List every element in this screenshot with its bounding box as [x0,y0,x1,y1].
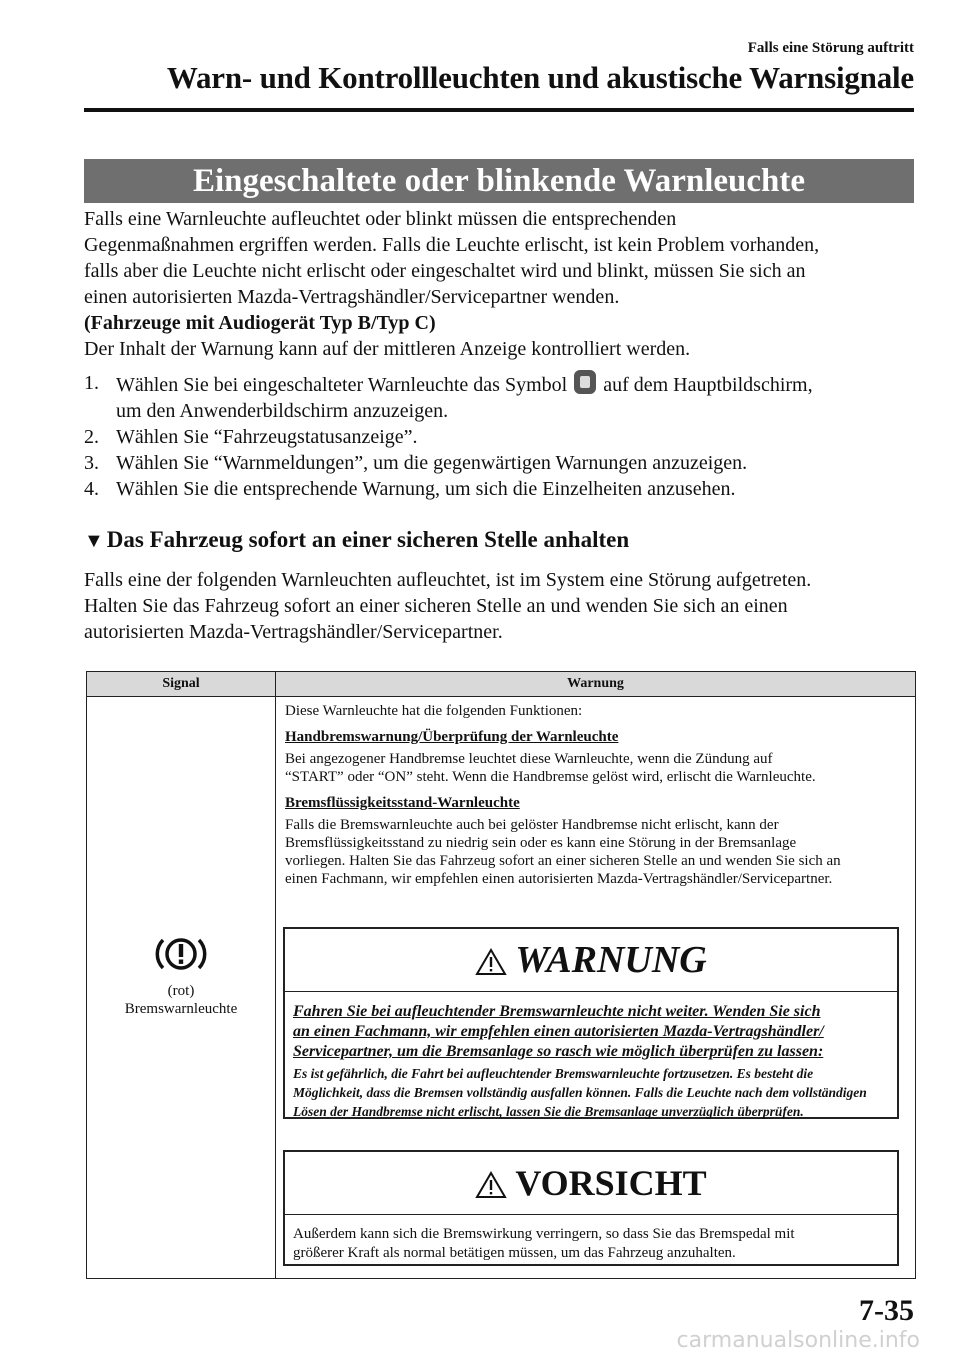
caution-title: VORSICHT [515,1163,707,1203]
watermark: carmanualsonline.info [676,1328,920,1353]
function-text: einen Fachmann, wir empfehlen einen autorisierten Mazda-Vertragshändler/Servicepartner. [285,871,833,887]
intro-line: einen autorisierten Mazda-Vertragshändler/Servicepartner wenden. [84,286,620,308]
function-text: vorliegen. Halten Sie das Fahrzeug sofort an einer sicheren Stelle an und wenden Sie sich an [285,853,841,869]
warning-detail: Lösen der Handbremse nicht erlischt, lassen Sie die Bremsanlage unverzüglich überprüfen. [293,1104,804,1119]
caution-box-header [285,1152,897,1215]
warning-box-header [285,929,897,992]
paragraph-line: autorisierten Mazda-Vertragshändler/Servicepartner. [84,621,503,643]
caution-box-body [285,1215,897,1263]
step-number: 1. [84,372,99,394]
header-rule [84,108,914,112]
intro-text [84,206,924,502]
column-header-signal: Signal [162,676,200,691]
warning-detail: Möglichkeit, dass die Bremsen vollständig ausfallen können. Falls die Leuchte nach dem vollständigen [293,1085,867,1100]
page-title: Warn- und Kontrollleuchten und akustische Warnsignale [166,60,914,95]
subheading [84,527,629,553]
intro-line: falls aber die Leuchte nicht erlischt oder eingeschaltet wird und blinkt, müssen Sie sich an [84,260,806,282]
warning-table [86,671,916,1279]
table-header [87,672,915,697]
warning-box-body [285,992,897,1121]
section-label: Falls eine Störung auftritt [747,40,914,56]
caution-triangle-icon [475,1171,507,1199]
caution-text: Außerdem kann sich die Bremswirkung verringern, so dass Sie das Bremspedal mit [293,1226,795,1242]
warning-detail: Es ist gefährlich, die Fahrt bei aufleuchtender Bremswarnleuchte fortzusetzen. Es besteht die [293,1066,814,1081]
paragraph-line: Falls eine der folgenden Warnleuchten aufleuchtet, ist im System eine Störung aufgetreten. [84,569,812,591]
signal-color: (rot) [167,983,195,999]
column-divider [275,672,276,1278]
function-text: Falls die Bremswarnleuchte auch bei gelöster Handbremse nicht erlischt, kann der [285,817,779,833]
triangle-down-icon: ▼ [84,530,104,552]
step-number: 3. [84,452,99,474]
steps-list [84,370,924,502]
warning-title: WARNUNG [515,939,707,981]
caution-box [283,1150,899,1266]
section-banner: Eingeschaltete oder blinkende Warnleuchte [84,159,914,203]
signal-name: Bremswarnleuchte [124,1001,238,1017]
column-header-warning: Warnung [567,676,624,691]
warning-cell [285,702,905,888]
warning-text: Servicepartner, um die Bremsanlage so rasch wie möglich überprüfen zu lassen: [293,1043,824,1060]
step-text: Wählen Sie bei eingeschalteter Warnleuchte das Symbol [116,374,568,396]
intro-line: Gegenmaßnahmen ergriffen werden. Falls die Leuchte erlischt, ist kein Problem vorhanden, [84,234,820,256]
brake-warning-icon [153,932,209,976]
paragraph-line: Halten Sie das Fahrzeug sofort an einer sicheren Stelle an und wenden Sie sich an einen [84,595,788,617]
warning-text: an einen Fachmann, wir empfehlen einen autorisierten Mazda-Vertragshändler/ [293,1023,824,1040]
function-heading: Bremsflüssigkeitsstand-Warnleuchte [285,795,520,811]
stop-paragraph [84,567,924,645]
step-item [84,424,924,450]
step-item [84,370,924,424]
intro-line: Falls eine Warnleuchte aufleuchtet oder blinkt müssen die entsprechenden [84,208,677,230]
step-text: Wählen Sie “Fahrzeugstatusanzeige”. [116,426,418,448]
step-item [84,476,924,502]
step-text: Wählen Sie “Warnmeldungen”, um die gegenwärtigen Warnungen anzuzeigen. [116,452,748,474]
step-text: Wählen Sie die entsprechende Warnung, um sich die Einzelheiten anzusehen. [116,478,736,500]
caution-text: größerer Kraft als normal betätigen müssen, um das Fahrzeug anzuhalten. [293,1245,736,1261]
function-text: “START” oder “ON” steht. Wenn die Handbremse gelöst wird, erlischt die Warnleuchte. [285,769,816,785]
step-text: um den Anwenderbildschirm anzuzeigen. [116,400,449,422]
subheading-text: Das Fahrzeug sofort an einer sicheren Stelle anhalten [106,527,630,552]
step-text: auf dem Hauptbildschirm, [603,374,813,396]
signal-cell [87,932,275,1018]
app-symbol-icon [574,370,596,394]
intro-line: Der Inhalt der Warnung kann auf der mittleren Anzeige kontrolliert werden. [84,338,691,360]
function-heading: Handbremswarnung/Überprüfung der Warnleuchte [285,729,619,745]
warning-triangle-icon [475,948,507,976]
warning-text: Fahren Sie bei aufleuchtender Bremswarnleuchte nicht weiter. Wenden Sie sich [293,1003,821,1020]
function-text: Bremsflüssigkeitsstand zu niedrig sein oder es kann eine Störung in der Bremsanlage [285,835,797,851]
step-item [84,450,924,476]
warning-box [283,927,899,1119]
page-number: 7-35 [859,1294,914,1327]
vehicle-note: (Fahrzeuge mit Audiogerät Typ B/Typ C) [84,312,436,334]
functions-intro: Diese Warnleuchte hat die folgenden Funktionen: [285,703,583,719]
step-number: 4. [84,478,99,500]
step-number: 2. [84,426,99,448]
function-text: Bei angezogener Handbremse leuchtet diese Warnleuchte, wenn die Zündung auf [285,751,773,767]
